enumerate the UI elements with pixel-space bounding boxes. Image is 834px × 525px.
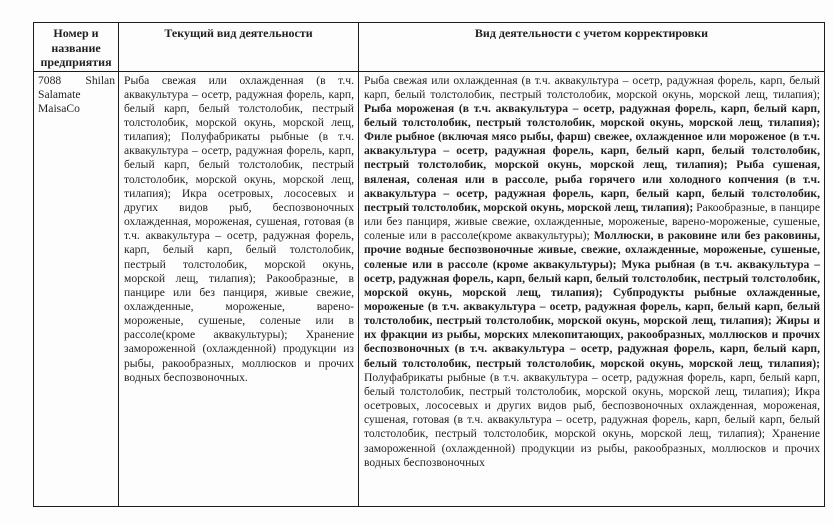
table-header-row bbox=[34, 23, 825, 72]
enterprise-activity-table bbox=[33, 22, 825, 507]
adjusted-activity-text bbox=[364, 74, 820, 469]
table-row bbox=[34, 71, 825, 506]
header-current-activity: Текущий вид деятельности bbox=[119, 23, 359, 72]
adjusted-activity-segment-bold: Моллюски, в раковине или без раковины, прочие водные беспозвоночные живые, свежие, охлажденные, мороженые, сушеные, соленые или в рассоле (кроме аквакультуры); Мука рыбная (в т.ч. аквакультура – осетр, радужная форель, карп, белый карп, белый толстолобик, пестрый толстолобик, морской окунь, морской лещ, тилапия); Субпродукты рыбные охлажденные, мороженые (в т.ч. аквакультура – осетр, радужная форель, карп, белый карп, белый толстолобик, пестрый толстолобик, морской окунь, морской лещ, тилапия); Жиры и их фракции из рыбы, морских млекопитающих, ракообразных, моллюсков и прочих беспозвоночных (в т.ч. аквакультура – осетр, радужная форель, карп, белый карп, белый толстолобик, пестрый толстолобик, морской окунь, морской лещ, тилапия); bbox=[364, 229, 820, 370]
current-activity-cell: Рыба свежая или охлажденная (в т.ч. аквакультура – осетр, радужная форель, карп, белый карп, белый толстолобик, пестрый толстолобик, морской окунь, морской лещ, тилапия); Полуфабрикаты рыбные (в т.ч. аквакультура – осетр, радужная форель, карп, белый карп, белый толстолобик, пестрый толстолобик, морской окунь, морской лещ, тилапия); Икра осетровых, лососевых и других видов рыб, беспозвоночных охлажденная, мороженая, сушеная, готовая (в т.ч. аквакультура – осетр, радужная форель, карп, белый карп, белый толстолобик, пестрый толстолобик, морской окунь, морской лещ, тилапия); Ракообразные, в панцире или без панциря, живые свежие, охлажденные, мороженые, варено-мороженые, сушеные, соленые или в рассоле(кроме аквакультуры); Хранение замороженной (охлажденной) продукции из рыбы, ракообразных, моллюсков и прочих водных беспозвоночных. bbox=[119, 71, 359, 506]
header-enterprise-number: Номер и название предприятия bbox=[34, 23, 119, 72]
adjusted-activity-segment: Рыба свежая или охлажденная (в т.ч. аквакультура – осетр, радужная форель, карп, белый карп, белый толстолобик, пестрый толстолобик, морской окунь, морской лещ, тилапия); bbox=[364, 73, 820, 101]
adjusted-activity-segment: Полуфабрикаты рыбные (в т.ч. аквакультура – осетр, радужная форель, карп, белый карп, белый толстолобик, пестрый толстолобик, морской окунь, морской лещ, тилапия); Икра осетровых, лососевых и других видов рыб, беспозвоночных охлажденная, мороженая, сушеная, готовая (в т.ч. аквакультура – осетр, радужная форель, карп, белый карп, белый толстолобик, пестрый толстолобик, морской окунь, морской лещ, тилапия); Хранение замороженной (охлажденной) продукции из рыбы, ракообразных, моллюсков и прочих водных беспозвоночных bbox=[364, 370, 820, 469]
adjusted-activity-cell bbox=[359, 71, 825, 506]
header-adjusted-activity: Вид деятельности с учетом корректировки bbox=[359, 23, 825, 72]
adjusted-activity-segment: Ракообразные, в панцире или без панциря, живые свежие, охлажденные, мороженые, варено-мороженые, сушеные, соленые или в рассоле(кроме аквакультуры); bbox=[364, 200, 820, 243]
enterprise-number-name-cell: 7088 Shilan Salamate MaisaCo bbox=[34, 71, 119, 506]
adjusted-activity-segment-bold: Рыба мороженая (в т.ч. аквакультура – осетр, радужная форель, карп, белый карп, белый толстолобик, пестрый толстолобик, морской окунь, морской лещ, тилапия); Филе рыбное (включая мясо рыбы, фарш) свежее, охлажденное или мороженое (в т.ч. аквакультура – осетр, радужная форель, карп, белый карп, белый толстолобик, пестрый толстолобик, морской окунь, морской лещ, тилапия); Рыба сушеная, вяленая, соленая или в рассоле, рыба горячего или холодного копчения (в т.ч. аквакультура – осетр, радужная форель, карп, белый карп, белый толстолобик, пестрый толстолобик, морской окунь, морской лещ, тилапия); bbox=[364, 101, 820, 214]
